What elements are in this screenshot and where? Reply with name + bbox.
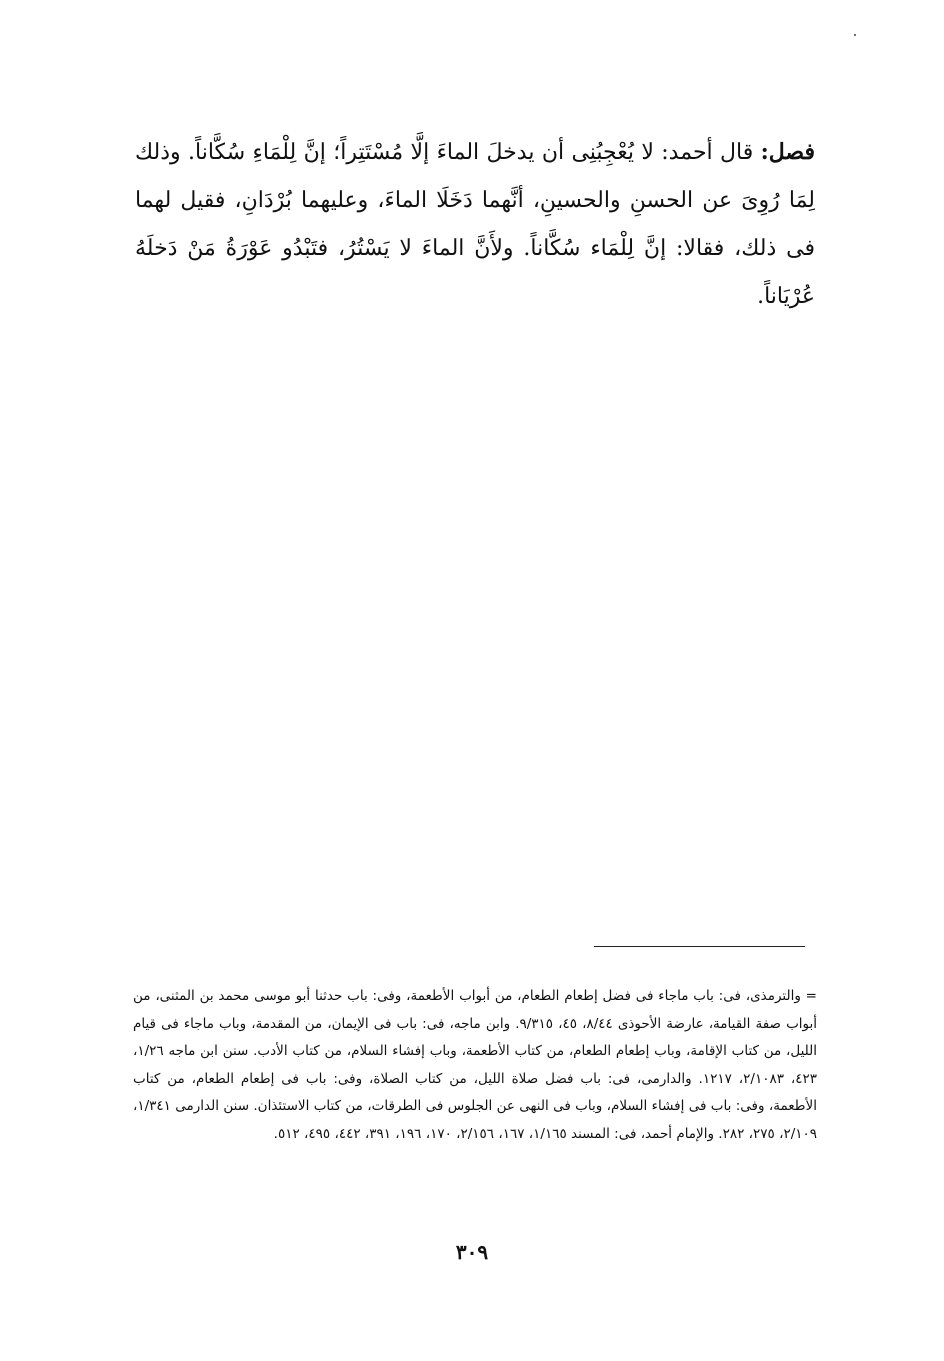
footnote-text: = والترمذى، فى: باب ماجاء فى فضل إطعام الطعام، من أبواب الأطعمة، وفى: باب حدثنا أبو موسى محمد بن المثنى، من أبواب صفة القيامة، عارضة الأحوذى ٨/٤٤، ٤٥، ٩/٣١٥. وابن ماجه، فى: باب فى الإيمان، من المقدمة، وباب ماجاء فى قيام الليل، من كتاب الإقامة، وباب إطعام الطعام، من كتاب الأطعمة، وباب إفشاء السلام، من كتاب الأدب. سنن ابن ماجه ١/٢٦، ٤٢٣، ٢/١٠٨٣، ١٢١٧. والدارمى، فى: باب فضل صلاة الليل، من كتاب الصلاة، وفى: باب فى إطعام الطعام، من كتاب الأطعمة، وفى: باب فى إفشاء السلام، وباب فى النهى عن الجلوس فى الطرقات، من كتاب الاستئذان. سنن الدارمى ١/٣٤١، ٢/١٠٩، ٢٧٥، ٢٨٢. والإمام أحمد، فى: المسند ١/١٦٥، ١٦٧، ٢/١٥٦، ١٧٠، ١٩٦، ٣٩١، ٤٤٢، ٤٩٥، ٥١٢. <box>133 988 818 1142</box>
paragraph-body: قال أحمد: لا يُعْجِبُنِى أن يدخلَ الماءَ إلَّا مُسْتَتِراً؛ إنَّ لِلْمَاءِ سُكَّاناً. وذلك لِمَا رُوِىَ عن الحسنِ والحسينِ، أنَّهما دَخَلَا الماءَ، وعليهما بُرْدَانِ، فقيل لهما فى ذلك، فقالا: إنَّ لِلْمَاء سُكَّاناً. ولأَنَّ الماءَ لا يَسْتُرُ، فتَبْدُو عَوْرَةُ مَنْ دَخلَهُ عُرْيَاناً. <box>135 140 815 309</box>
section-heading-word: فصل: <box>760 139 815 165</box>
footnote <box>133 983 817 1148</box>
page-number: ٣٠٩ <box>455 1240 489 1264</box>
scan-speck <box>854 34 856 36</box>
footnote-separator <box>594 946 805 947</box>
paragraph <box>135 128 815 321</box>
main-paragraph <box>135 128 815 321</box>
